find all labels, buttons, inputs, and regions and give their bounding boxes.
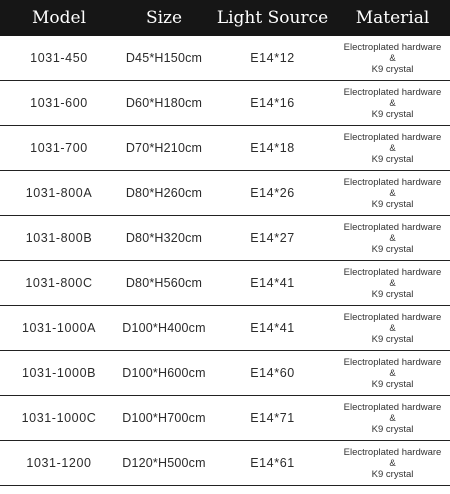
material-line: K9 crystal <box>371 468 414 480</box>
table-row <box>0 216 450 261</box>
material-line: Electroplated hardware <box>343 401 442 413</box>
table-row <box>0 441 450 486</box>
material-line: K9 crystal <box>371 378 414 390</box>
model-cell: 1031-1200 <box>26 456 92 470</box>
size-cell: D45*H150cm <box>125 51 203 65</box>
material-line: K9 crystal <box>371 423 414 435</box>
material-cell <box>335 357 450 390</box>
material-line: Electroplated hardware <box>343 86 442 98</box>
material-line: & <box>389 97 396 109</box>
model-cell: 1031-1000B <box>21 366 97 380</box>
table-row <box>0 306 450 351</box>
light-source-cell: E14*12 <box>250 51 295 65</box>
material-line: & <box>389 187 396 199</box>
size-cell: D120*H500cm <box>122 456 206 470</box>
table-row <box>0 171 450 216</box>
model-cell: 1031-800A <box>25 186 93 200</box>
material-line: & <box>389 52 396 64</box>
size-cell: D60*H180cm <box>125 96 203 110</box>
material-line: Electroplated hardware <box>343 131 442 143</box>
size-cell: D100*H400cm <box>122 321 206 335</box>
material-line: Electroplated hardware <box>343 446 442 458</box>
header-model: Model <box>31 8 87 28</box>
material-line: & <box>389 142 396 154</box>
table-row <box>0 36 450 81</box>
model-cell: 1031-450 <box>30 51 88 65</box>
size-cell: D80*H320cm <box>125 231 203 245</box>
light-source-cell: E14*41 <box>250 321 295 335</box>
table-row <box>0 396 450 441</box>
material-cell <box>335 177 450 210</box>
light-source-cell: E14*61 <box>250 456 295 470</box>
material-line: K9 crystal <box>371 243 414 255</box>
material-line: Electroplated hardware <box>343 356 442 368</box>
light-source-cell: E14*71 <box>250 411 295 425</box>
material-cell <box>335 402 450 435</box>
material-line: Electroplated hardware <box>343 311 442 323</box>
table-row <box>0 126 450 171</box>
header-light-source: Light Source <box>216 8 329 28</box>
table-row <box>0 261 450 306</box>
light-source-cell: E14*18 <box>250 141 295 155</box>
table-row <box>0 81 450 126</box>
table-body <box>0 36 450 486</box>
model-cell: 1031-800B <box>25 231 93 245</box>
material-line: & <box>389 412 396 424</box>
material-line: Electroplated hardware <box>343 176 442 188</box>
material-line: Electroplated hardware <box>343 221 442 233</box>
light-source-cell: E14*26 <box>250 186 295 200</box>
material-line: K9 crystal <box>371 198 414 210</box>
model-cell: 1031-1000A <box>21 321 97 335</box>
material-cell <box>335 447 450 480</box>
size-cell: D80*H560cm <box>125 276 203 290</box>
header-size: Size <box>145 8 183 28</box>
material-line: & <box>389 457 396 469</box>
material-cell <box>335 42 450 75</box>
material-line: K9 crystal <box>371 288 414 300</box>
model-cell: 1031-600 <box>30 96 88 110</box>
size-cell: D100*H600cm <box>122 366 206 380</box>
material-line: K9 crystal <box>371 108 414 120</box>
material-line: Electroplated hardware <box>343 266 442 278</box>
model-cell: 1031-800C <box>25 276 93 290</box>
material-line: K9 crystal <box>371 153 414 165</box>
material-cell <box>335 222 450 255</box>
material-line: Electroplated hardware <box>343 41 442 53</box>
light-source-cell: E14*41 <box>250 276 295 290</box>
material-line: & <box>389 277 396 289</box>
size-cell: D100*H700cm <box>122 411 206 425</box>
model-cell: 1031-700 <box>30 141 88 155</box>
light-source-cell: E14*16 <box>250 96 295 110</box>
material-line: K9 crystal <box>371 63 414 75</box>
header-material: Material <box>355 8 430 28</box>
material-line: K9 crystal <box>371 333 414 345</box>
material-line: & <box>389 232 396 244</box>
material-cell <box>335 132 450 165</box>
light-source-cell: E14*27 <box>250 231 295 245</box>
material-line: & <box>389 322 396 334</box>
table-header <box>0 0 450 36</box>
material-cell <box>335 267 450 300</box>
model-cell: 1031-1000C <box>21 411 97 425</box>
material-cell <box>335 312 450 345</box>
material-line: & <box>389 367 396 379</box>
size-cell: D70*H210cm <box>125 141 203 155</box>
size-cell: D80*H260cm <box>125 186 203 200</box>
material-cell <box>335 87 450 120</box>
table-row <box>0 351 450 396</box>
light-source-cell: E14*60 <box>250 366 295 380</box>
